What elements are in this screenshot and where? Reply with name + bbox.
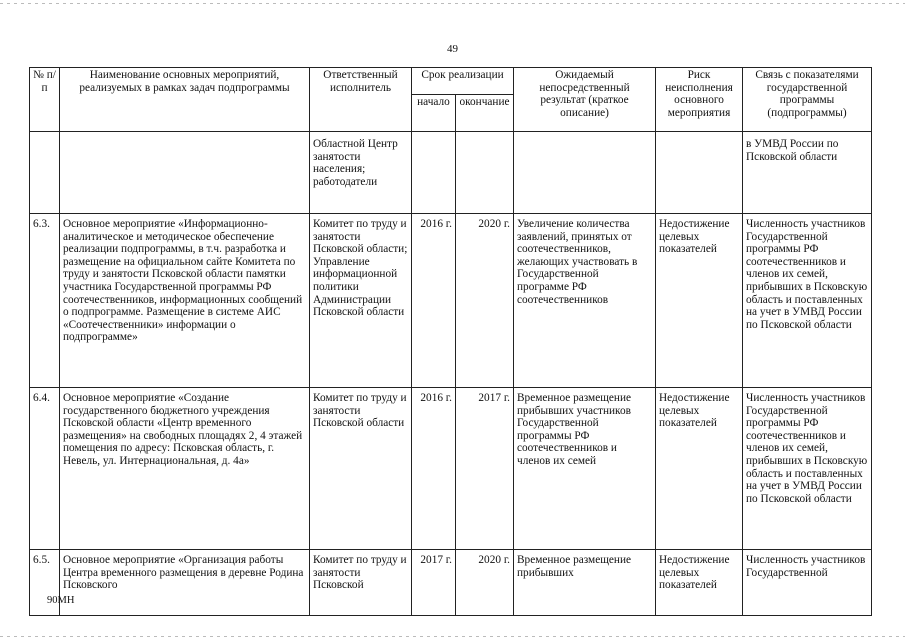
cell-responsible: Областной Центр занятости населения; работодатели <box>310 132 412 214</box>
cell-result: Временное размещение прибывших участников Государственной программы РФ соотечественников и членов их семей <box>514 388 656 550</box>
header-period: Срок реализации <box>412 68 514 95</box>
cell-start <box>412 132 456 214</box>
header-num: № п/п <box>30 68 60 132</box>
cell-name: Основное мероприятие «Организация работы Центра временного размещения в деревне Родина Псковского <box>60 550 310 616</box>
activities-table <box>29 67 872 616</box>
cell-responsible: Комитет по труду и занятости Псковской <box>310 550 412 616</box>
cell-end <box>456 132 514 214</box>
cell-result <box>514 132 656 214</box>
cell-responsible: Комитет по труду и занятости Псковской области; Управление информационной политики Администрации Псковской области <box>310 214 412 388</box>
cell-name: Основное мероприятие «Создание государственного бюджетного учреждения Псковской области «Центр временного размещения» на свободных площадях 2, 4 этажей помещения по адресу: Псковская область, г. Невель, ул. Интернациональная, д. 4а» <box>60 388 310 550</box>
cell-link: Численность участников Государственной программы РФ соотечественников и членов их семей, прибывших в Псковскую область и поставленных на учет в УМВД России по Псковской области <box>743 214 872 388</box>
header-end: окончание <box>456 95 514 132</box>
cell-num <box>30 132 60 214</box>
cell-risk: Недостижение целевых показателей <box>656 388 743 550</box>
header-result: Ожидаемый непосредственный результат (краткое описание) <box>514 68 656 132</box>
table-row-6-5 <box>30 550 872 616</box>
page-number: 49 <box>447 43 458 55</box>
cell-link: Численность участников Государственной программы РФ соотечественников и членов их семей, прибывших в Псковскую область и поставленных на учет в УМВД России по Псковской области <box>743 388 872 550</box>
cell-link: Численность участников Государственной <box>743 550 872 616</box>
cell-start: 2016 г. <box>412 388 456 550</box>
scan-edge-bottom <box>0 636 905 637</box>
table-row-continuation <box>30 132 872 214</box>
cell-num: 6.5. <box>30 550 60 616</box>
header-link: Связь с показателями государственной программы (подпрограммы) <box>743 68 872 132</box>
cell-result: Увеличение количества заявлений, принятых от соотечественников, желающих участвовать в Государственной программе РФ соотечественников <box>514 214 656 388</box>
cell-responsible: Комитет по труду и занятости Псковской области <box>310 388 412 550</box>
header-name: Наименование основных мероприятий, реализуемых в рамках задач подпрограммы <box>60 68 310 132</box>
cell-end: 2020 г. <box>456 214 514 388</box>
header-start: начало <box>412 95 456 132</box>
cell-end: 2020 г. <box>456 550 514 616</box>
cell-risk: Недостижение целевых показателей <box>656 214 743 388</box>
cell-risk <box>656 132 743 214</box>
cell-link: в УМВД России по Псковской области <box>743 132 872 214</box>
cell-start: 2017 г. <box>412 550 456 616</box>
cell-end: 2017 г. <box>456 388 514 550</box>
footer-code: 90МН <box>47 595 75 606</box>
cell-result: Временное размещение прибывших <box>514 550 656 616</box>
cell-num: 6.3. <box>30 214 60 388</box>
cell-risk: Недостижение целевых показателей <box>656 550 743 616</box>
table-container <box>29 67 871 592</box>
header-risk: Риск неисполнения основного мероприятия <box>656 68 743 132</box>
scan-edge-top <box>0 3 905 4</box>
table-row-6-4 <box>30 388 872 550</box>
cell-name: Основное мероприятие «Информационно-аналитическое и методическое обеспечение реализации подпрограммы, в т.ч. разработка и размещение на официальном сайте Комитета по труду и занятости Псковской области памятки участника Государственной программы РФ соотечественников, информационных сообщений о подпрограмме. Размещение в системе АИС «Соотечественники» информации о подпрограмме» <box>60 214 310 388</box>
cell-name <box>60 132 310 214</box>
table-row-6-3 <box>30 214 872 388</box>
cell-start: 2016 г. <box>412 214 456 388</box>
cell-num: 6.4. <box>30 388 60 550</box>
header-responsible: Ответственный исполнитель <box>310 68 412 132</box>
